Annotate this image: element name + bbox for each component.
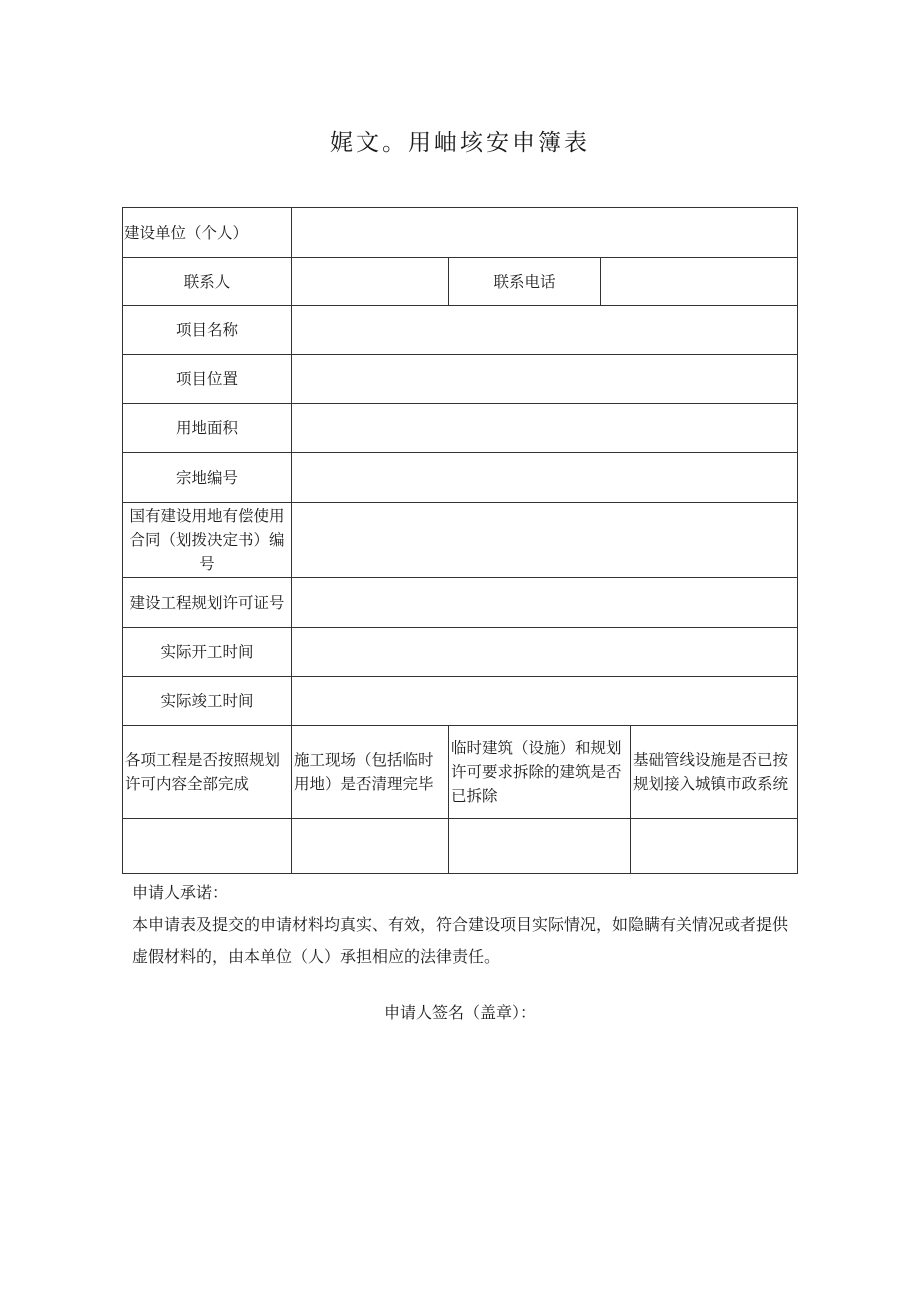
unit-field[interactable]	[292, 208, 797, 257]
page-title: 娓文。用岫垓安申簿表	[330, 130, 590, 156]
check-header-demolition: 临时建筑（设施）和规划许可要求拆除的建筑是否已拆除	[451, 739, 622, 805]
start-time-field[interactable]	[292, 628, 797, 676]
check-header-pipelines: 基础管线设施是否已按规划接入城镇市政系统	[633, 751, 789, 793]
land-area-label: 用地面积	[175, 419, 238, 437]
permit-label: 建设工程规划许可证号	[129, 593, 285, 612]
parcel-number-label: 宗地编号	[175, 468, 238, 487]
commitment-heading: 申请人承诺：	[132, 883, 229, 902]
parcel-number-field[interactable]	[292, 453, 797, 502]
unit-label: 建设单位（个人）	[124, 223, 249, 242]
land-contract-label: 国有建设用地有偿使用合同（划拨决定书）编号	[129, 507, 285, 573]
land-contract-field[interactable]	[292, 503, 797, 577]
contact-field[interactable]	[292, 258, 448, 305]
signature-label: 申请人签名（盖章）：	[383, 1003, 536, 1022]
project-location-field[interactable]	[292, 355, 797, 403]
check-header-site-cleared: 施工现场（包括临时用地）是否清理完毕	[294, 751, 434, 793]
land-area-field[interactable]	[292, 404, 797, 452]
completion-time-field[interactable]	[292, 677, 797, 725]
check-answer-demolition[interactable]	[449, 819, 630, 873]
start-time-label: 实际开工时间	[160, 643, 254, 661]
check-header-completion: 各项工程是否按照规划许可内容全部完成	[125, 751, 281, 793]
completion-time-label: 实际竣工时间	[160, 692, 254, 710]
phone-field[interactable]	[601, 258, 797, 305]
contact-label: 联系人	[183, 272, 231, 291]
commitment-body: 本申请表及提交的申请材料均真实、有效，符合建设项目实际情况，如隐瞒有关情况或者提供虚假材料的，由本单位（人）承担相应的法律责任。	[132, 915, 789, 966]
check-answer-site-cleared[interactable]	[292, 819, 448, 873]
permit-field[interactable]	[292, 578, 797, 627]
project-name-label: 项目名称	[175, 321, 238, 339]
check-answer-completion[interactable]	[123, 819, 291, 873]
check-answer-pipelines[interactable]	[631, 819, 797, 873]
project-location-label: 项目位置	[175, 370, 238, 388]
project-name-field[interactable]	[292, 306, 797, 354]
phone-label: 联系电话	[493, 272, 556, 291]
